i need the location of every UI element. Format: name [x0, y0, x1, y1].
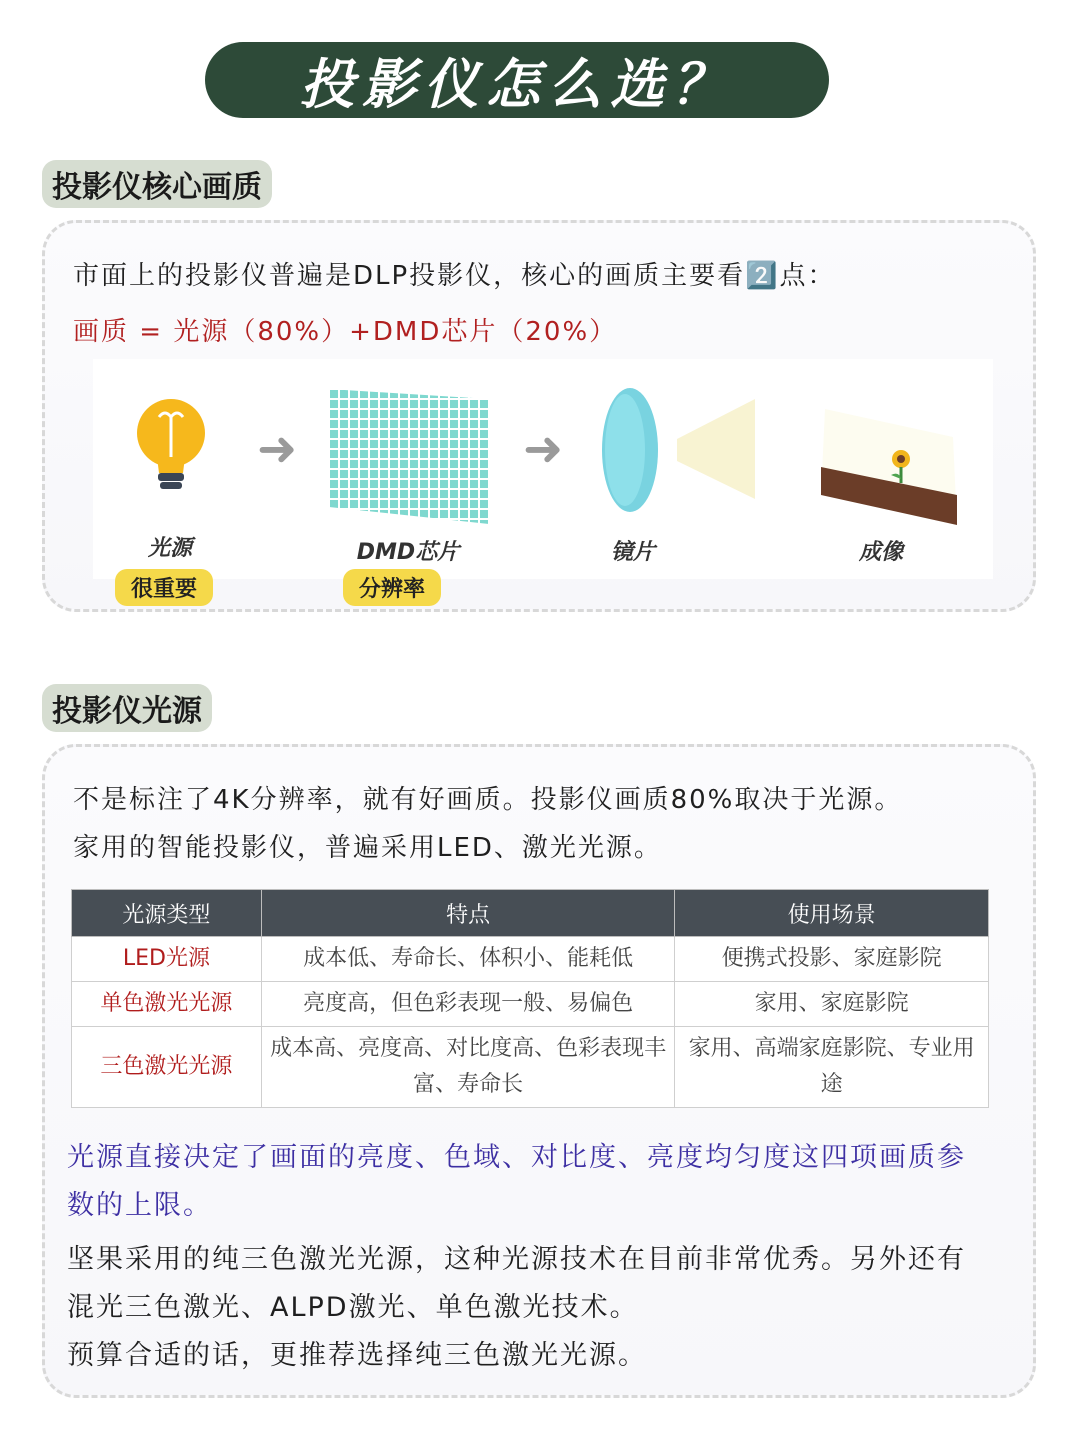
dmd-chip-icon: [329, 389, 489, 524]
section2-label-text: 投影仪光源: [52, 694, 202, 729]
table-header: 光源类型: [72, 890, 262, 937]
body-line-3: 预算合适的话，更推荐选择纯三色激光光源。: [67, 1340, 647, 1371]
table-row: [72, 937, 989, 982]
table-row: [72, 982, 989, 1027]
page-title: [205, 42, 829, 118]
quality-formula: 画质 = 光源（80%）+DMD芯片（20%）: [73, 317, 618, 347]
table-cell-type: LED光源: [72, 937, 262, 982]
highlight-line-2: 数的上限。: [67, 1190, 212, 1221]
body-line-1: 坚果采用的纯三色激光光源，这种光源技术在目前非常优秀。另外还有: [67, 1244, 966, 1275]
table-cell-usage: 便携式投影、家庭影院: [675, 937, 989, 982]
core-quality-card: [42, 220, 1036, 612]
tag-resolution: 分辨率: [343, 569, 441, 606]
table-cell-usage: 家用、高端家庭影院、专业用途: [675, 1027, 989, 1108]
table-cell-usage: 家用、家庭影院: [675, 982, 989, 1027]
table-cell-feature: 亮度高，但色彩表现一般、易偏色: [261, 982, 675, 1027]
table-cell-type: 三色激光光源: [72, 1027, 262, 1108]
table-header: 特点: [261, 890, 675, 937]
image-screen-icon: [821, 409, 961, 529]
light-intro-2: 家用的智能投影仪，普遍采用LED、激光光源。: [73, 833, 662, 863]
table-row: [72, 1027, 989, 1108]
table-header-row: [72, 890, 989, 937]
arrow-icon: ➜: [257, 421, 298, 477]
light-source-table: [71, 889, 989, 1108]
table-header: 使用场景: [675, 890, 989, 937]
section1-label-text: 投影仪核心画质: [52, 170, 262, 205]
stage-label-lens: 镜片: [610, 540, 655, 565]
section-label-core-quality: [42, 160, 272, 208]
stage-label-image: 成像: [858, 540, 903, 565]
light-beam-icon: [677, 399, 757, 499]
lens-icon: [595, 385, 665, 515]
light-source-card: [42, 744, 1036, 1398]
lightbulb-icon: [131, 395, 211, 495]
highlight-line-1: 光源直接决定了画面的亮度、色域、对比度、亮度均匀度这四项画质参: [67, 1142, 966, 1173]
projection-diagram: [93, 359, 993, 579]
body-line-2: 混光三色激光、ALPD激光、单色激光技术。: [67, 1292, 639, 1323]
light-intro-1: 不是标注了4K分辨率，就有好画质。投影仪画质80%取决于光源。: [73, 785, 903, 815]
tag-important: 很重要: [115, 569, 213, 606]
table-cell-feature: 成本高、亮度高、对比度高、色彩表现丰富、寿命长: [261, 1027, 675, 1108]
core-intro-text: 市面上的投影仪普遍是DLP投影仪，核心的画质主要看2️⃣点：: [73, 261, 836, 291]
stage-label-dmd: DMD芯片: [356, 540, 460, 565]
stage-label-light-source: 光源: [147, 536, 192, 561]
table-cell-feature: 成本低、寿命长、体积小、能耗低: [261, 937, 675, 982]
arrow-icon: ➜: [523, 421, 564, 477]
section-label-light-source: [42, 684, 212, 732]
table-cell-type: 单色激光光源: [72, 982, 262, 1027]
page-title-text: 投影仪怎么选？: [300, 52, 734, 116]
